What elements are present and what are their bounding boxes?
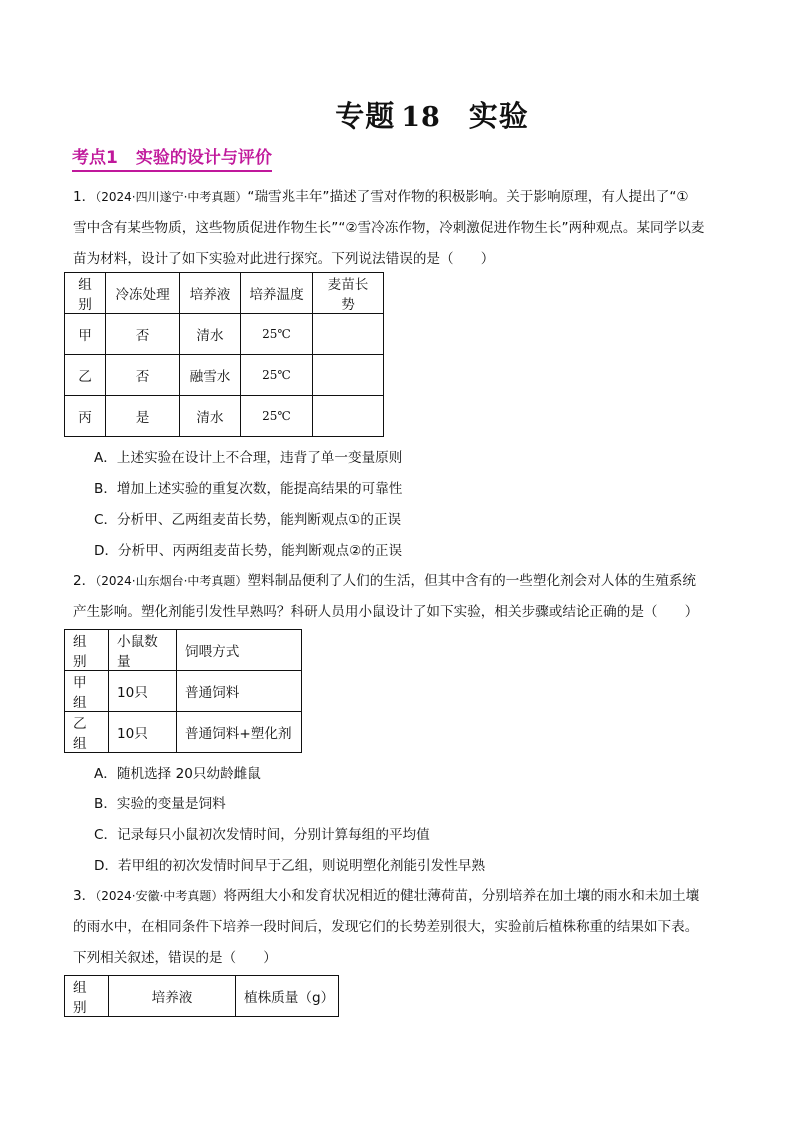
question-1-line-2: 雪中含有某些物质，这些物质促进作物生长”“②雪冷冻作物，冷刺激促进作物生长”两种观点。某同学以麦 — [73, 220, 705, 236]
question-3-stem — [73, 881, 725, 974]
table-cell: 清水 — [180, 396, 241, 437]
question-2-option-b: B．实验的变量是饲料 — [94, 796, 226, 812]
table-header-row — [65, 273, 384, 314]
table-header-cell: 培养温度 — [241, 273, 313, 314]
table-cell: 融雪水 — [180, 355, 241, 396]
question-1-line-3: 苗为材料，设计了如下实验对此进行探究。下列说法错误的是（ ） — [73, 251, 495, 267]
table-header-cell: 饲喂方式 — [177, 630, 302, 671]
question-3-table — [64, 975, 339, 1017]
title-tail: 实验 — [468, 99, 529, 133]
table-cell: 乙组 — [65, 712, 109, 753]
table-cell: 否 — [106, 355, 180, 396]
question-1-option-a: A．上述实验在设计上不合理，违背了单一变量原则 — [94, 450, 403, 466]
question-3-line-2: 的雨水中，在相同条件下培养一段时间后，发现它们的长势差别很大，实验前后植株称重的结果如下表。 — [73, 919, 699, 935]
question-2-option-a: A．随机选择 20只幼龄雌鼠 — [94, 766, 261, 782]
table-cell: 10只 — [109, 671, 177, 712]
table-cell: 否 — [106, 314, 180, 355]
table-cell: 10只 — [109, 712, 177, 753]
section-text: 实验的设计与评价 — [135, 148, 272, 168]
question-1-stem — [73, 182, 725, 275]
table-header-cell: 组别 — [65, 630, 109, 671]
table-header-cell: 培养液 — [180, 273, 241, 314]
table-header-cell: 植株质量（g） — [236, 976, 339, 1017]
question-1-option-c: C．分析甲、乙两组麦苗长势，能判断观点①的正误 — [94, 512, 402, 528]
table-cell: 甲 — [65, 314, 106, 355]
table-cell: 25℃ — [241, 355, 313, 396]
question-2-stem — [73, 566, 725, 628]
question-3-source: （2024·安徽·中考真题） — [95, 889, 224, 903]
table-cell: 普通饲料 — [177, 671, 302, 712]
table-cell: 甲组 — [65, 671, 109, 712]
table-cell: 25℃ — [241, 314, 313, 355]
question-2-option-d: D．若甲组的初次发情时间早于乙组，则说明塑化剂能引发性早熟 — [94, 858, 486, 874]
table-header-cell: 组别 — [65, 976, 109, 1017]
table-cell — [313, 396, 384, 437]
table-header-row — [65, 630, 302, 671]
table-cell: 是 — [106, 396, 180, 437]
table-cell — [313, 314, 384, 355]
table-cell: 25℃ — [241, 396, 313, 437]
table-header-cell: 培养液 — [109, 976, 236, 1017]
table-header-row — [65, 976, 339, 1017]
question-2-line-1: 2．（2024·山东烟台·中考真题）塑料制品便利了人们的生活，但其中含有的一些塑化剂会对人体的生殖系统 — [73, 573, 697, 589]
question-1-source: （2024·四川遂宁·中考真题） — [95, 190, 248, 204]
table-cell: 丙 — [65, 396, 106, 437]
question-2-line-2: 产生影响。塑化剂能引发性早熟吗？科研人员用小鼠设计了如下实验，相关步骤或结论正确的是（ ） — [73, 604, 699, 620]
section-heading — [72, 147, 272, 172]
table-row — [65, 396, 384, 437]
question-1-option-b: B．增加上述实验的重复次数，能提高结果的可靠性 — [94, 481, 403, 497]
table-header-cell: 小鼠数量 — [109, 630, 177, 671]
question-2-option-c: C．记录每只小鼠初次发情时间，分别计算每组的平均值 — [94, 827, 430, 843]
title-main: 专题 — [335, 99, 396, 133]
page-title — [0, 94, 794, 135]
question-1-option-d: D．分析甲、丙两组麦苗长势，能判断观点②的正误 — [94, 543, 403, 559]
question-2-source: （2024·山东烟台·中考真题） — [95, 574, 248, 588]
table-header-cell: 麦苗长势 — [313, 273, 384, 314]
table-header-cell: 组别 — [65, 273, 106, 314]
question-3-line-3: 下列相关叙述，错误的是（ ） — [73, 950, 277, 966]
table-header-cell: 冷冻处理 — [106, 273, 180, 314]
table-cell: 普通饲料+塑化剂 — [177, 712, 302, 753]
table-cell — [313, 355, 384, 396]
table-row — [65, 671, 302, 712]
question-1-line-1: 1．（2024·四川遂宁·中考真题）“瑞雪兆丰年”描述了雪对作物的积极影响。关于影响原理，有人提出了“① — [73, 189, 689, 205]
title-number: 18 — [401, 102, 441, 133]
table-row — [65, 314, 384, 355]
table-cell: 乙 — [65, 355, 106, 396]
table-row — [65, 355, 384, 396]
question-1-table — [64, 272, 384, 437]
question-3-line-1: 3．（2024·安徽·中考真题）将两组大小和发育状况相近的健壮薄荷苗，分别培养在加土壤的雨水和未加土壤 — [73, 888, 700, 904]
table-cell: 清水 — [180, 314, 241, 355]
section-label: 考点1 — [72, 148, 118, 168]
table-row — [65, 712, 302, 753]
question-2-table — [64, 629, 302, 753]
